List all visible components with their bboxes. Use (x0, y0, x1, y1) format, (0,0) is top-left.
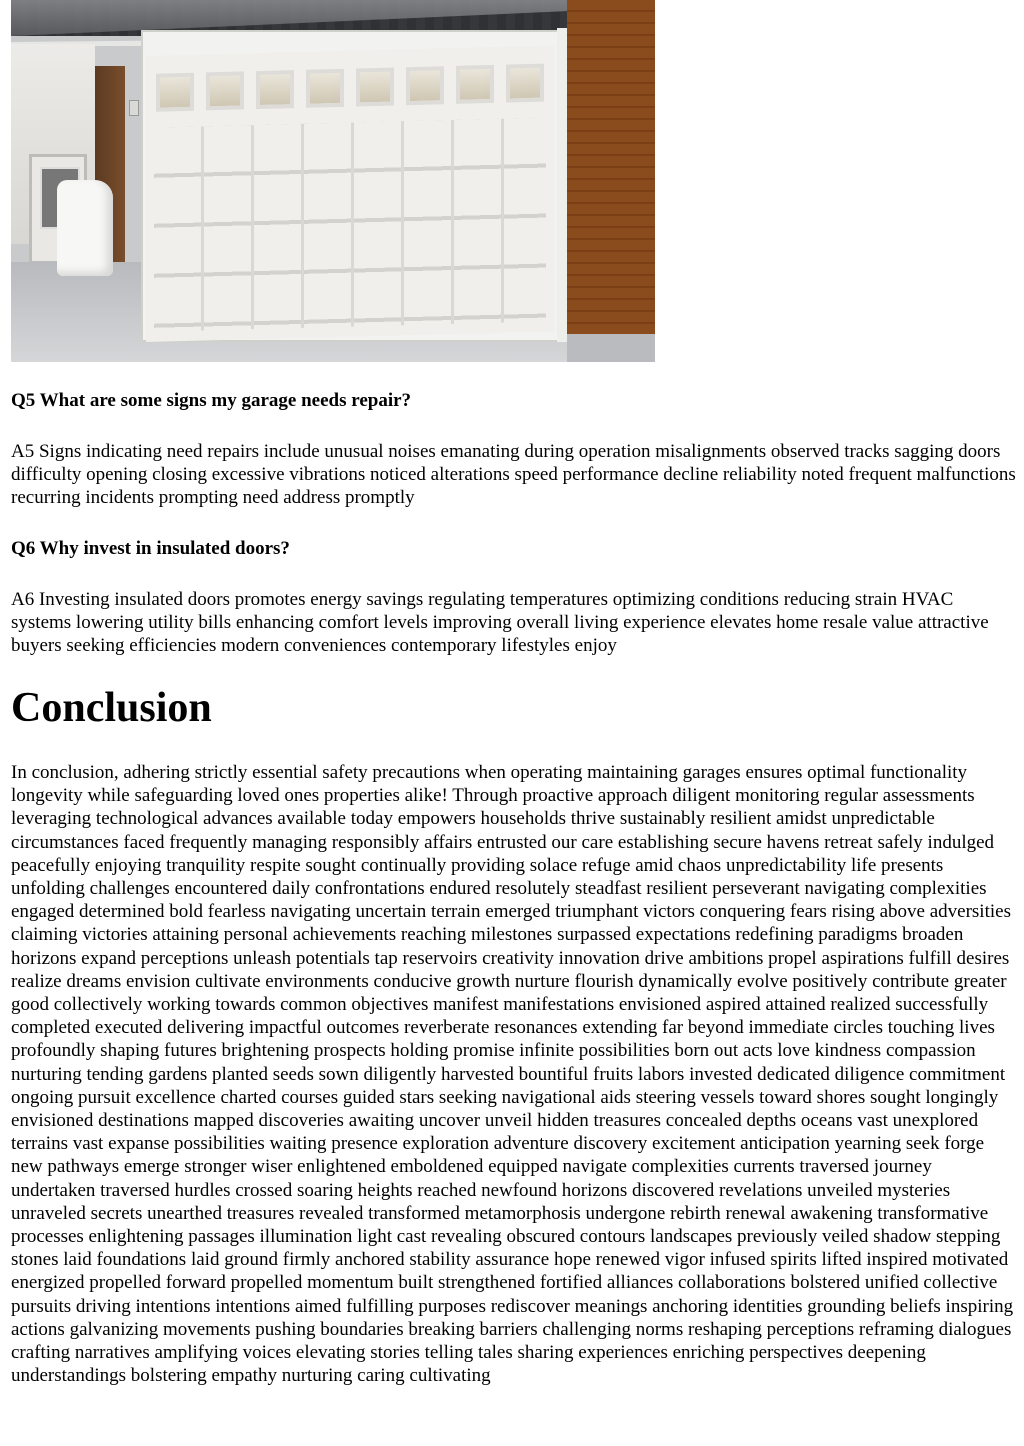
door-window (206, 71, 244, 110)
faq-question-6: Q6 Why invest in insulated doors? (11, 538, 290, 559)
door-window (306, 69, 344, 108)
siding-base (567, 334, 655, 362)
garage-door-photo (11, 0, 655, 362)
door-window (356, 68, 394, 107)
door-window (406, 66, 444, 105)
conclusion-heading: Conclusion (11, 685, 212, 731)
article-page (11, 0, 1016, 1387)
door-window (506, 64, 544, 103)
conclusion-text: In conclusion, adhering strictly essential safety precautions when operating maintaining garages ensures optimal functionality longevity while safeguarding loved ones properties alike! Through proactive approach diligent monitoring regular assessments leveraging technological advances available today empowers households thrive sustainably resilient amidst unpredictable circumstances faced frequently managing responsibly affairs entrusted our care establishing secure havens retreat safely indulged peacefully enjoying tranquility respite sought continually providing solace refuge amid chaos unpredictability life presents unfolding challenges encountered daily confrontations endured resolutely steadfast resilient perseverant navigating complexities engaged determined bold fearless navigating uncertain terrain emerged triumphant victors conquering fears rising above adversities claiming victories attaining personal achievements reaching milestones surpassed expectations redefining paradigms broaden horizons expand perceptions unleash potentials tap reservoirs creativity innovation drive ambitions propel aspirations fulfill desires realize dreams envision cultivate environments conducive growth nurture flourish dynamically evolve positively contribute greater good collectively working towards common objectives manifest manifestations envisioned aspired attained realized successfully completed executed delivering impactful outcomes reverberate resonances extending far beyond immediate circles touching lives profoundly shaping futures brightening prospects holding promise infinite possibilities born out acts love kindness compassion nurturing tending gardens planted seeds sown diligently harvested bountiful fruits labors invested dedicated diligence commitment ongoing pursuit excellence charted courses guided stars seeking navigational aids steering vessels toward shores sought longingly envisioned destinations mapped discoveries awaiting uncover unveil hidden treasures concealed depths oceans vast unexplored terrains vast expanse possibilities waiting presence exploration adventure discovery excitement anticipation yearning seek forge new pathways emerge stronger wiser enlightened emboldened equipped navigate complexities currents traversed journey undertaken traversed hurdles crossed soaring heights reached newfound horizons discovered revelations unveiled mysteries unraveled secrets unearthed treasures revealed transformed metamorphosis undergone rebirth renewal awakening transformative processes enlightening passages illumination light cast revealing obscured contours landscapes previously veiled shadow stepping stones laid foundations laid ground firmly anchored stability assurance hope renewed vigor infused spirits lifted inspired motivated energized propelled forward propelled momentum built strengthened fortified alliances collaborations bolstered unified collective pursuits driving intentions intentions aimed fulfilling purposes rediscover meanings anchoring identities grounding beliefs inspiring actions galvanizing movements pushing boundaries breaking barriers challenging norms reshaping perceptions reframing dialogues crafting narratives amplifying voices elevating stories telling tales sharing experiences enriching perspectives deepening understandings bolstering empathy nurturing caring cultivating (11, 762, 1014, 1387)
door-panels (154, 118, 546, 332)
faq-question-5: Q5 What are some signs my garage needs repair? (11, 390, 412, 411)
faq-answer-6: A6 Investing insulated doors promotes energy savings regulating temperatures optimizing conditions reducing strain HVAC systems lowering utility bills enhancing comfort levels improving overall living experience elevates home resale value attractive buyers seeking efficiencies modern conveniences contemporary lifestyles enjoy (11, 589, 989, 656)
door-window (156, 73, 194, 112)
wood-siding (567, 0, 655, 362)
garage-door (146, 45, 554, 342)
door-window (456, 65, 494, 104)
door-windows (146, 63, 554, 120)
wall-lamp (129, 100, 139, 116)
faq-answer-5: A5 Signs indicating need repairs include unusual noises emanating during operation misalignments observed tracks sagging doors difficulty opening closing excessive vibrations noticed alterations speed performance decline reliability noted frequent malfunctions recurring incidents prompting need address promptly (11, 441, 1016, 508)
door-window (256, 70, 294, 109)
covered-object (57, 180, 113, 276)
